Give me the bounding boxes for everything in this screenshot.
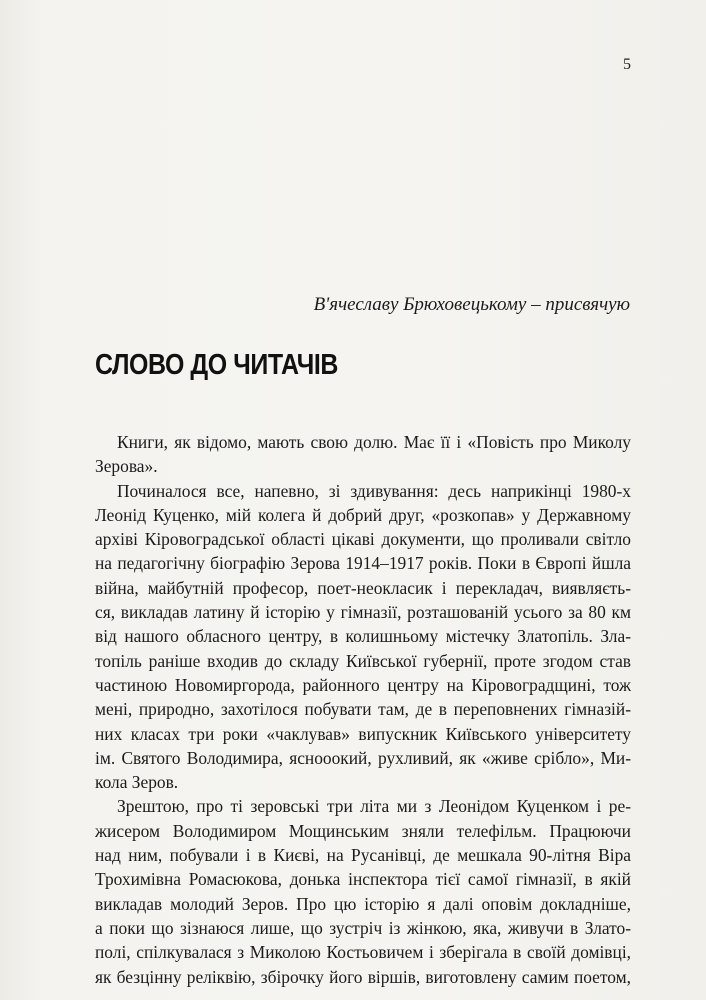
chapter-title: СЛОВО ДО ЧИТАЧІВ: [95, 349, 338, 381]
text-line: Зрештою, про ті зеровські три літа ми з Леонідом Куценком і ре-: [117, 796, 631, 817]
text-line: кола Зеров.: [95, 772, 179, 793]
text-line: Леонід Куценко, мій колега й добрий друг, «розкопав» у Державному: [95, 504, 631, 525]
text-line: полі, спілкувалася з Миколою Костьовичем і зберігала в своїй домівці,: [95, 942, 631, 963]
text-line: мені, природно, захотілося побувати там, де в переповнених гімназій-: [95, 699, 631, 720]
body-text: [95, 430, 631, 989]
text-line: частиною Новомиргорода, районного центру на Кіровоградщині, тож: [95, 674, 631, 695]
text-line: а поки що зізнаюся лише, що зустріч із жінкою, яка, живучи в Злато-: [95, 917, 631, 938]
text-line: викладав молодий Зеров. Про цю історію я далі оповім докладніше,: [95, 893, 631, 914]
text-line: архіві Кіровоградської області цікаві документи, що проливали світло: [95, 529, 631, 550]
text-line: ім. Святого Володимира, яснооокий, рухливий, як «живе срібло», Ми-: [95, 747, 631, 768]
text-line: ся, викладав латину й історію у гімназії, розташованій усього за 80 км: [95, 602, 631, 623]
text-line: Книги, як відомо, мають свою долю. Має її і «Повість про Миколу: [117, 432, 631, 452]
paragraph: [95, 479, 631, 795]
text-line: жисером Володимиром Мощинським зняли телефільм. Працюючи: [95, 820, 631, 841]
text-line: над ним, побували і в Києві, на Русанівці, де мешкала 90-літня Віра: [95, 845, 631, 866]
text-line: війна, майбутній професор, поет-неокласик і перекладач, виявляєть-: [95, 577, 631, 598]
text-line: на педагогічну біографію Зерова 1914–1917 років. Поки в Європі йшла: [95, 553, 631, 574]
paragraph: [95, 794, 631, 988]
text-line: топіль раніше входив до складу Київської губернії, проте згодом став: [95, 650, 631, 671]
paragraph: [95, 430, 631, 479]
text-line: них класах три роки «чаклував» випускник Київського університету: [95, 723, 631, 744]
text-line: Трохимівна Ромасюкова, донька інспектора тієї самої гімназії, в якій: [95, 869, 631, 890]
page-number: 5: [623, 56, 631, 73]
dedication: В'ячеславу Брюховецькому – присвячую: [313, 294, 630, 315]
text-line: Зерова».: [95, 456, 158, 477]
text-line: Починалося все, напевно, зі здивування: десь наприкінці 1980-х: [117, 480, 631, 501]
text-line: від нашого обласного центру, в колишньому містечку Златопіль. Зла-: [95, 626, 631, 647]
text-line: як безцінну реліквію, збірочку його віршів, виготовлену самим поетом,: [95, 966, 631, 987]
